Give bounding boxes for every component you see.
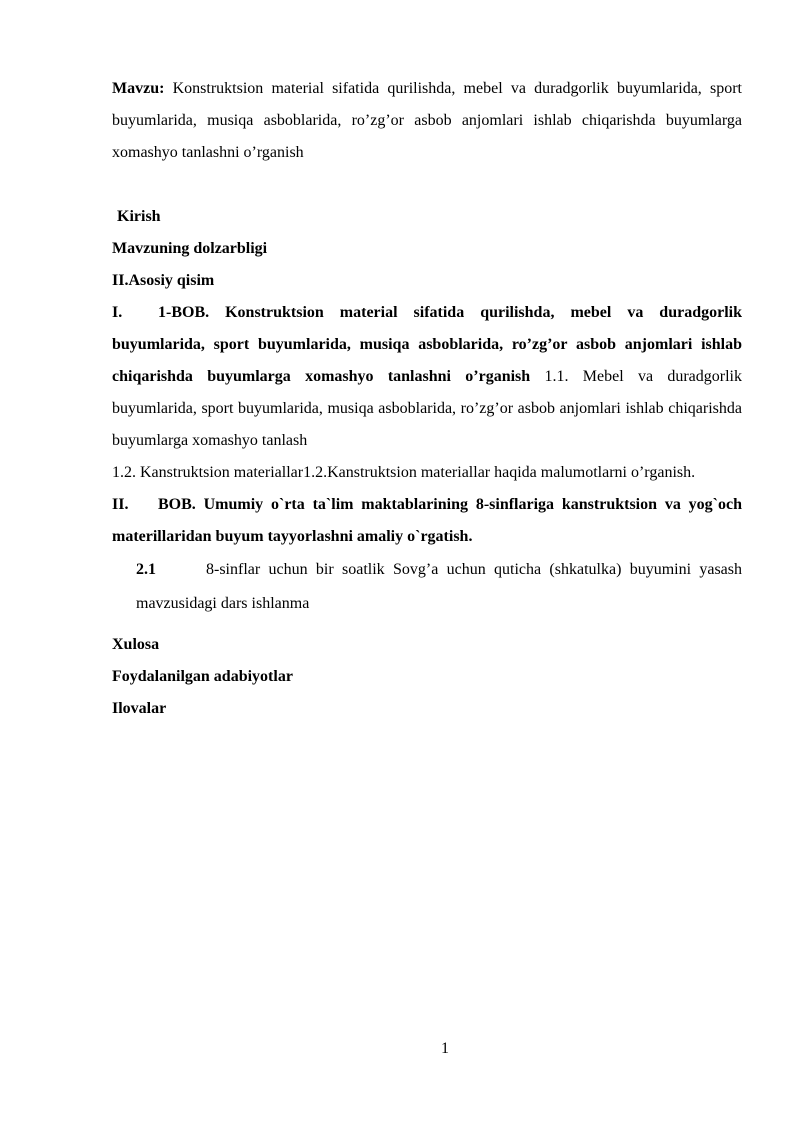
spacer xyxy=(112,169,742,201)
chapter2-sub1-number: 2.1 xyxy=(136,561,156,578)
chapter1-sub2: 1.2. Kanstruktsion materiallar1.2.Kanstruktsion materiallar haqida malumotlarni o’rganish. xyxy=(112,464,696,481)
topic-label: Mavzu: xyxy=(112,80,165,97)
toc-main-part: II.Asosiy qisim xyxy=(112,272,215,289)
toc-intro: Kirish xyxy=(117,208,161,225)
topic-text: Konstruktsion material sifatida qurilishda, mebel va duradgorlik buyumlarida, sport buyumlarida, musiqa asboblarida, ro’zg’or asbob anjomlari ishlab chiqarishda buyumlarga xomashyo tanlashni o’rganish xyxy=(112,80,742,161)
document-page xyxy=(112,73,742,725)
toc-chapter2 xyxy=(112,489,742,553)
page-number: 1 xyxy=(441,1040,449,1057)
toc-tail xyxy=(112,629,742,725)
chapter2-sub1 xyxy=(136,553,742,621)
chapter1-title: 1-BOB. Konstruktsion material sifatida qurilishda, mebel va duradgorlik buyumlarida, sport buyumlarida, musiqa asboblarida, ro’zg’or asbob anjomlari ishlab chiqarishda buyumlarga xomashyo tanlashni o’rganish xyxy=(112,304,742,385)
topic-paragraph xyxy=(112,73,742,169)
chapter2-title: BOB. Umumiy o`rta ta`lim maktablarining 8-sinflariga kanstruktsion va yog`och materillaridan buyum tayyorlashni amaliy o`rgatish. xyxy=(112,496,742,545)
toc-conclusion: Xulosa xyxy=(112,636,160,653)
toc-appendices: Ilovalar xyxy=(112,700,167,717)
toc-relevance: Mavzuning dolzarbligi xyxy=(112,240,268,257)
toc-chapter1 xyxy=(112,297,742,457)
chapter2-number: II. xyxy=(112,496,129,513)
chapter2-sub1-text: 8-sinflar uchun bir soatlik Sovg’a uchun quticha (shkatulka) buyumini yasash mavzusidagi dars ishlanma xyxy=(136,561,742,612)
chapter1-number: I. xyxy=(112,304,123,321)
toc-references: Foydalanilgan adabiyotlar xyxy=(112,668,293,685)
chapter1-sub1: 1.1. Mebel va duradgorlik buyumlarida, sport buyumlarida, musiqa asboblarida, ro’zg’or asbob anjomlari ishlab chiqarishda buyumlarga xomashyo tanlash xyxy=(112,368,743,449)
